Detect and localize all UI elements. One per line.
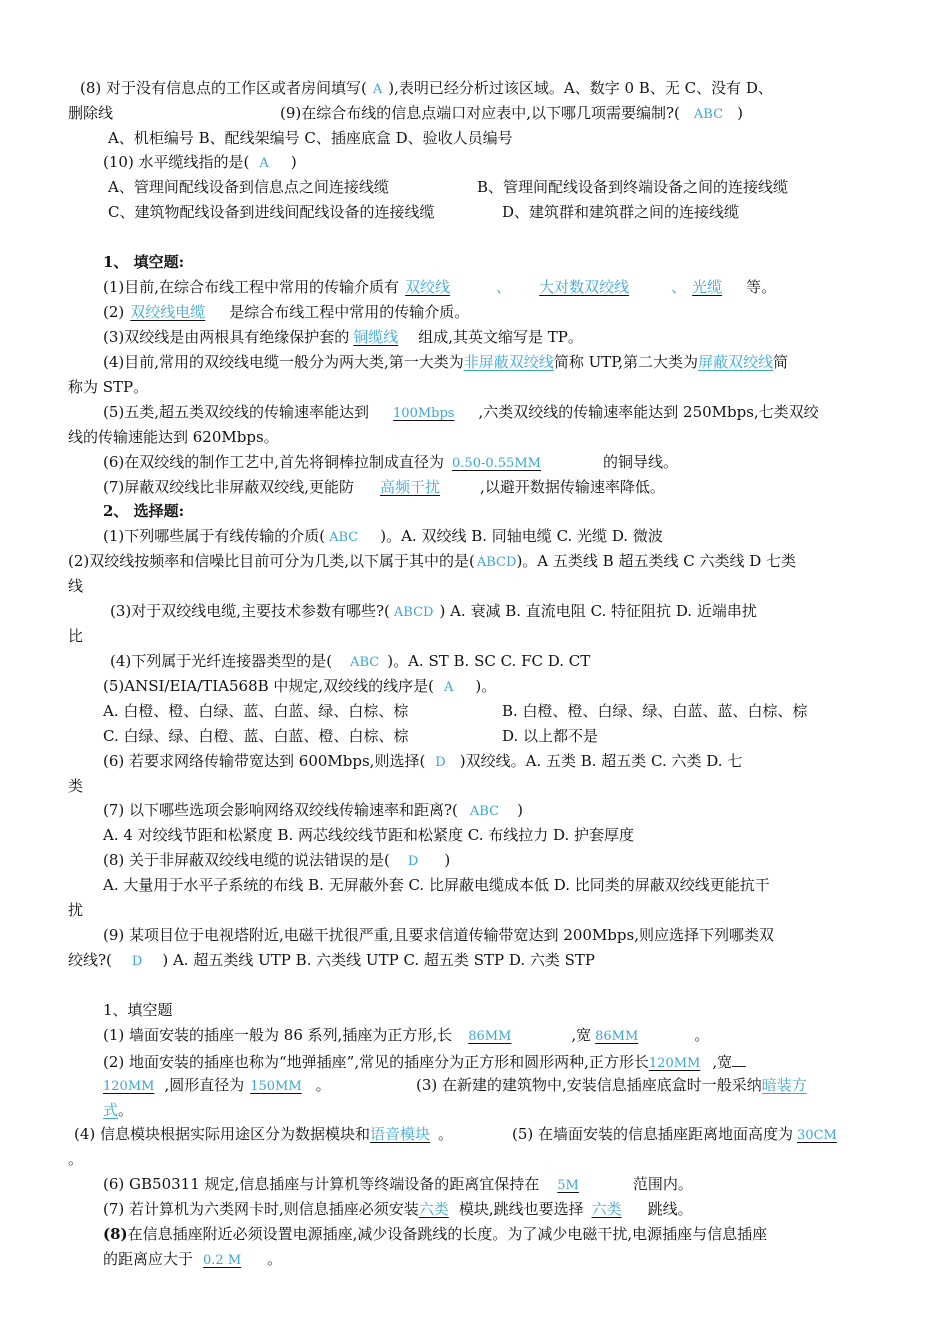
choice-5-option-b: B. 白橙、橙、白绿、绿、白蓝、蓝、白棕、棕	[502, 702, 808, 720]
fill2-5-answer: 30CM	[797, 1128, 837, 1143]
choice-8: (8) 关于非屏蔽双绞线电缆的说法错误的是( D )	[103, 851, 451, 869]
question-10-option-d: D、建筑群和建筑群之间的连接线缆	[502, 203, 740, 221]
question-10-option-a: A、管理间配线设备到信息点之间连接线缆	[108, 178, 389, 196]
choice-3-answer: ABCD	[393, 605, 434, 620]
fill2-5: (5) 在墙面安装的信息插座距离地面高度为 30CM	[512, 1125, 837, 1143]
choice-7-answer: ABC	[469, 804, 500, 819]
fill2-6-answer: 5M	[557, 1178, 579, 1193]
question-9-options: A、机柜编号 B、配线架编号 C、插座底盒 D、验收人员编号	[108, 129, 513, 147]
fill-2: (2) 双绞线电缆 是综合布线工程中常用的传输介质。	[103, 303, 470, 321]
fill2-6: (6) GB50311 规定,信息插座与计算机等终端设备的距离宜保持在 5M 范围内。	[103, 1175, 693, 1193]
fill-2-answer: 双绞线电缆	[130, 303, 206, 321]
fill2-3-answer: 暗装方	[761, 1076, 807, 1094]
fill2-7-answer-2: 六类	[591, 1200, 622, 1218]
choice-5: (5)ANSI/EIA/TIA568B 中规定,双绞线的线序是( A )。	[103, 677, 497, 695]
fill2-3: (3) 在新建的建筑物中,安装信息插座底盒时一般采纳暗装方	[416, 1076, 807, 1094]
choice-heading-2: 2、 选择题:	[103, 502, 185, 520]
choice-3-cont: 比	[68, 627, 84, 645]
fill2-2-cont: 120MM ,圆形直径为 150MM 。	[103, 1076, 331, 1094]
fill-4: (4)目前,常用的双绞线电缆一般分为两大类,第一大类为非屏蔽双绞线简称 UTP,第二大类为屏蔽双绞线简	[103, 353, 789, 371]
fill2-5-cont: 。	[68, 1150, 84, 1168]
fill-5-cont: 线的传输速能达到 620Mbps。	[68, 428, 279, 446]
choice-2-cont: 线	[68, 577, 84, 595]
fill-4-answer-1: 非屏蔽双绞线	[463, 353, 554, 371]
fill-4-answer-2: 屏蔽双绞线	[698, 353, 774, 371]
fill2-2-answer-2: 120MM	[103, 1079, 155, 1094]
choice-2: (2)双绞线按频率和信噪比目前可分为几类,以下属于其中的是( ABCD)。A 五类线 B 超五类线 C 六类线 D 七类	[68, 552, 797, 570]
choice-1: (1)下列哪些属于有线传输的介质( ABC )。A. 双绞线 B. 同轴电缆 C. 光缆 D. 微波	[103, 527, 663, 545]
choice-4-answer: ABC	[350, 655, 380, 670]
choice-5-answer: A	[444, 680, 454, 695]
choice-2-answer: ABCD	[476, 555, 517, 570]
question-8-cont: 删除线	[68, 104, 114, 122]
fill2-2-answer-3: 150MM	[250, 1079, 302, 1094]
fill-1-answer-1: 双绞线	[405, 278, 451, 296]
fill-heading-2: 1、填空题	[103, 1001, 173, 1019]
answer-10: A	[259, 156, 269, 171]
fill-1: (1)目前,在综合布线工程中常用的传输介质有 双绞线 、 大对数双绞线 、 光缆 等。	[103, 278, 777, 296]
fill-6-answer: 0.50-0.55MM	[452, 456, 541, 471]
fill2-8-cont: 的距离应大于 0.2 M 。	[103, 1250, 283, 1268]
fill-6: (6)在双绞线的制作工艺中,首先将铜棒拉制成直径为 0.50-0.55MM 的铜导线。	[103, 453, 678, 471]
choice-6: (6) 若要求网络传输带宽达到 600Mbps,则选择( D )双绞线。A. 五类 B. 超五类 C. 六类 D. 七	[103, 752, 743, 770]
choice-7: (7) 以下哪些选项会影响网络双绞线传输速率和距离?( ABC )	[103, 801, 523, 819]
choice-4: (4)下列属于光纤连接器类型的是( ABC )。A. ST B. SC C. FC D. CT	[110, 652, 591, 670]
choice-9-answer: D	[131, 954, 143, 969]
choice-5-option-d: D. 以上都不是	[502, 727, 599, 745]
question-8: (8) 对于没有信息点的工作区或者房间填写( A ),表明已经分析过该区域。A、数字 0 B、无 C、没有 D、	[80, 79, 773, 97]
choice-7-options: A. 4 对绞线节距和松紧度 B. 两芯线绞线节距和松紧度 C. 布线拉力 D. 护套厚度	[103, 826, 635, 844]
question-10: (10) 水平缆线指的是( A )	[103, 153, 297, 171]
choice-8-cont: 扰	[68, 901, 84, 919]
fill2-1: (1) 墙面安装的插座一般为 86 系列,插座为正方形,长 86MM ,宽 86MM 。	[103, 1026, 710, 1044]
fill-3: (3)双绞线是由两根具有绝缘保护套的 铜缆线 组成,其英文缩写是 TP。	[103, 328, 583, 346]
question-9: (9)在综合布线的信息点端口对应表中,以下哪几项需要编制?( ABC )	[280, 104, 743, 122]
choice-6-answer: D	[435, 755, 446, 770]
fill2-2: (2) 地面安装的插座也称为“地弹插座”,常见的插座分为正方形和圆形两种,正方形长120MM ,宽	[103, 1050, 746, 1072]
fill-7-answer: 高频干扰	[380, 478, 441, 496]
fill-3-answer: 铜缆线	[353, 328, 399, 346]
choice-5-option-c: C. 白绿、绿、白橙、蓝、白蓝、橙、白棕、棕	[103, 727, 409, 745]
fill2-8-answer: 0.2 M	[203, 1253, 242, 1268]
choice-9-cont: 绞线?( D ) A. 超五类线 UTP B. 六类线 UTP C. 超五类 STP D. 六类 STP	[68, 951, 596, 969]
fill2-3-cont: 式。	[103, 1101, 134, 1119]
choice-3: (3)对于双绞线电缆,主要技术参数有哪些?( ABCD ) A. 衰减 B. 直流电阻 C. 特征阻抗 D. 近端串扰	[110, 602, 757, 620]
fill-heading-1: 1、 填空题:	[103, 253, 185, 271]
fill-1-answer-2: 大对数双绞线	[539, 278, 630, 296]
question-10-option-c: C、建筑物配线设备到进线间配线设备的连接线缆	[108, 203, 435, 221]
fill-4-cont: 称为 STP。	[68, 378, 149, 396]
choice-5-option-a: A. 白橙、橙、白绿、蓝、白蓝、绿、白棕、棕	[103, 702, 409, 720]
fill2-1-answer-1: 86MM	[468, 1029, 512, 1044]
question-10-option-b: B、管理间配线设备到终端设备之间的连接线缆	[477, 178, 789, 196]
fill2-8: (8)在信息插座附近必须设置电源插座,减少设备跳线的长度。为了减少电磁干扰,电源插座与信息插座	[103, 1225, 768, 1243]
fill2-1-answer-2: 86MM	[595, 1029, 639, 1044]
choice-8-answer: D	[407, 854, 419, 869]
fill-7: (7)屏蔽双绞线比非屏蔽双绞线,更能防 高频干扰 ,以避开数据传输速率降低。	[103, 478, 665, 496]
fill2-2-answer-1: 120MM	[648, 1056, 701, 1071]
fill2-4: (4) 信息模块根据实际用途区分为数据模块和语音模块 。	[74, 1125, 454, 1143]
choice-9: (9) 某项目位于电视塔附近,电磁干扰很严重,且要求信道传输带宽达到 200Mbps,则应选择下列哪类双	[103, 926, 774, 944]
fill-5: (5)五类,超五类双绞线的传输速率能达到 100Mbps ,六类双绞线的传输速率能达到 250Mbps,七类双绞	[103, 403, 819, 421]
fill2-7-answer-1: 六类	[418, 1200, 449, 1218]
fill-5-answer: 100Mbps	[393, 406, 455, 421]
answer-9: ABC	[693, 107, 724, 122]
fill2-4-answer: 语音模块	[370, 1125, 431, 1143]
choice-8-options: A. 大量用于水平子系统的布线 B. 无屏蔽外套 C. 比屏蔽电缆成本低 D. 比同类的屏蔽双绞线更能抗干	[103, 876, 770, 894]
choice-1-answer: ABC	[329, 530, 359, 545]
choice-6-cont: 类	[68, 777, 84, 795]
fill-1-answer-3: 光缆	[692, 278, 723, 296]
fill2-7: (7) 若计算机为六类网卡时,则信息插座必须安装六类 模块,跳线也要选择 六类 跳线。	[103, 1200, 693, 1218]
answer-8: A	[372, 82, 383, 97]
